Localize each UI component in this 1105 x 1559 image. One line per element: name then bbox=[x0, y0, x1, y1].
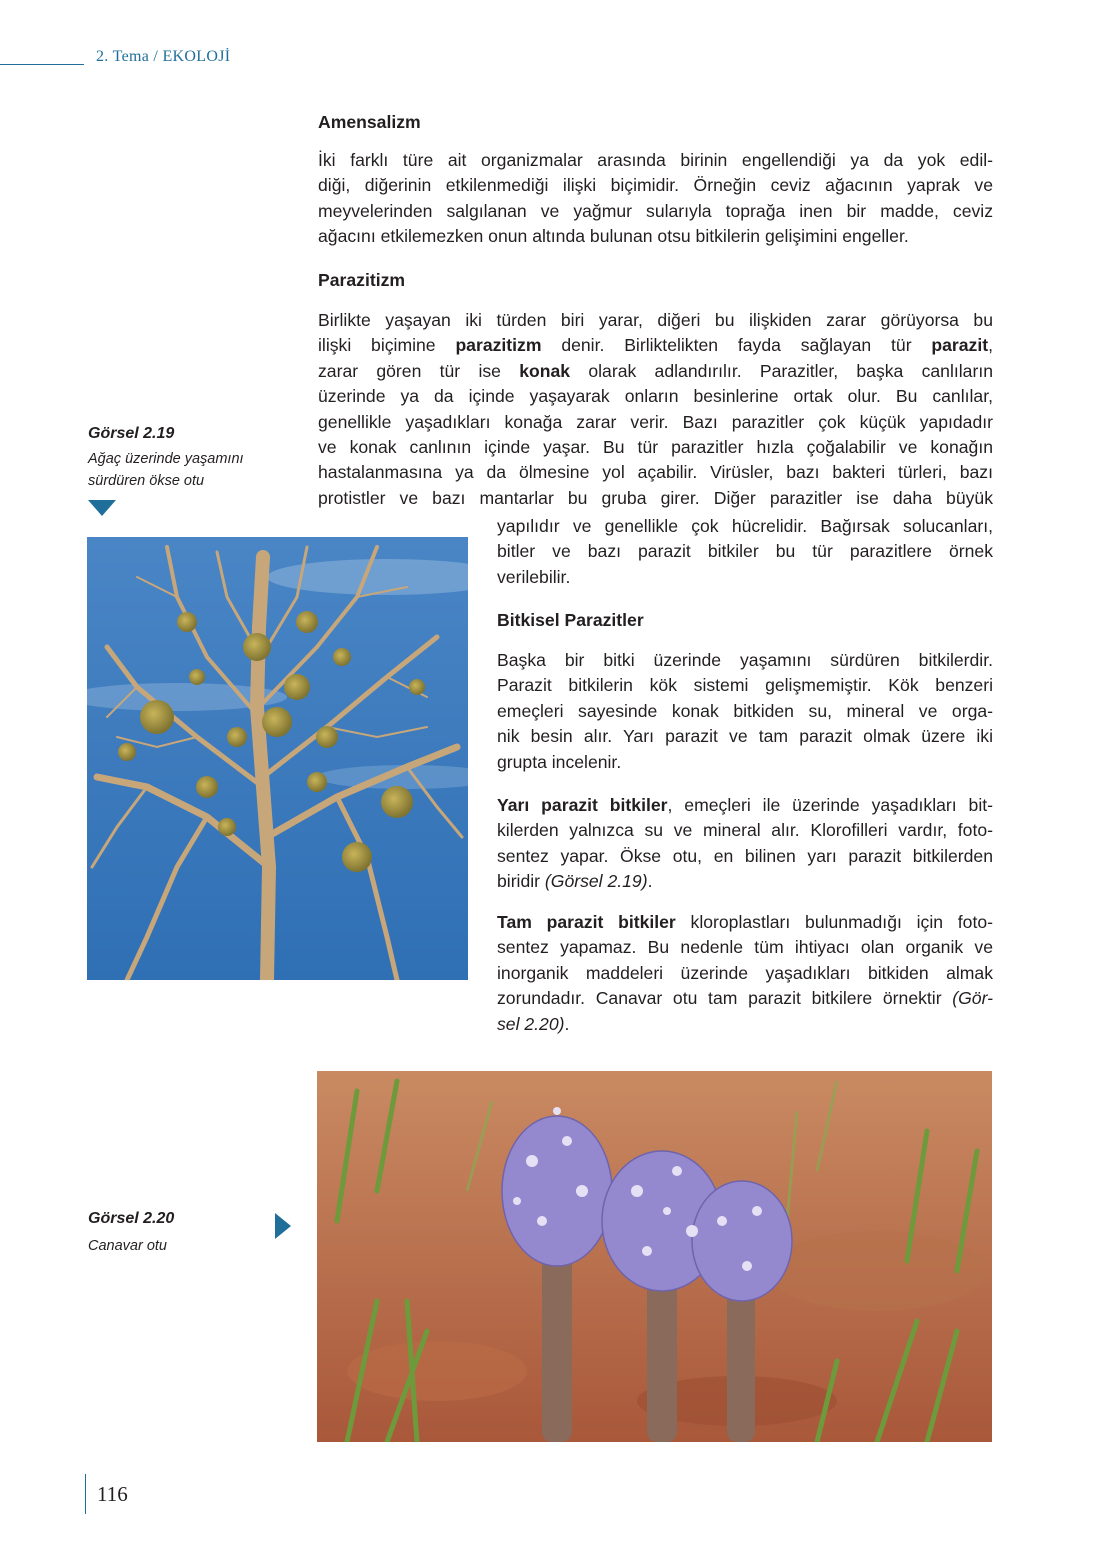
heading-amensalizm: Amensalizm bbox=[318, 112, 421, 132]
term-parazit: parazit bbox=[931, 335, 989, 356]
text-line: Yarı parazit bitkiler, emeçleri ile üzerinde yaşadıkları bit- bbox=[497, 795, 993, 815]
triangle-down-icon bbox=[88, 500, 116, 516]
text-line: meyvelerinden salgılanan ve yağmur sularıyla toprağa inen bir madde, ceviz bbox=[318, 200, 993, 221]
text-line: grupta incelenir. bbox=[497, 751, 622, 772]
tree-mistletoe-photo bbox=[87, 537, 468, 980]
text-line: sentez yapamaz. Bu nedenle tüm ihtiyacı olan organik ve bbox=[497, 937, 993, 958]
text-line: genellikle yaşadıkları konağa zarar verir. Bazı parazitler çok küçük yapıdadır bbox=[318, 411, 993, 432]
paragraph-parazitizm-cont bbox=[497, 514, 993, 590]
text-line: İki farklı türe ait organizmalar arasında birinin engellendiği ya da yok edil- bbox=[318, 150, 993, 170]
heading-parazitizm: Parazitizm bbox=[318, 270, 406, 290]
text-line: ilişki biçimine parazitizm denir. Birliktelikten fayda sağlayan tür parazit, bbox=[318, 335, 993, 356]
triangle-right-icon bbox=[275, 1213, 291, 1239]
figure-220-caption: Canavar otu bbox=[88, 1238, 167, 1254]
text-line: Birlikte yaşayan iki türden biri yarar, diğeri bu ilişkiden zarar görüyorsa bu bbox=[318, 310, 993, 330]
text-line: Tam parazit bitkiler kloroplastları bulunmadığı için foto- bbox=[497, 912, 993, 932]
text-line: zorundadır. Canavar otu tam parazit bitkilere örnektir (Gör- bbox=[497, 988, 993, 1009]
term-yari-parazit: Yarı parazit bitkiler bbox=[497, 795, 668, 815]
term-parazitizm: parazitizm bbox=[455, 335, 542, 356]
text-line: ve konak canlının içinde yaşar. Bu tür parazitler hızla çoğalabilir ve konağın bbox=[318, 436, 993, 457]
paragraph-parazitizm bbox=[318, 308, 993, 511]
text-line: emeçleri sayesinde konak bitkiden su, mineral ve orga- bbox=[497, 700, 993, 721]
heading-bitkisel-parazitler: Bitkisel Parazitler bbox=[497, 610, 644, 630]
figure-reference: (Görsel 2.19) bbox=[544, 871, 648, 892]
text-line: üzerinde ya da içinde yaşayarak onların besinlerine ortak olur. Bu canlılar, bbox=[318, 386, 993, 407]
text-line: protistler ve bazı mantarlar bu gruba girer. Diğer parazitler ise daha büyük bbox=[318, 487, 993, 508]
text-line: diği, diğerinin etkilenmediği ilişki biçimidir. Örneğin ceviz ağacının yaprak ve bbox=[318, 175, 993, 196]
text-line: nik besin alır. Yarı parazit ve tam parazit olmak üzere iki bbox=[497, 726, 993, 747]
paragraph-amensalizm bbox=[318, 148, 993, 250]
footer-rule bbox=[85, 1474, 86, 1514]
page-number: 116 bbox=[97, 1482, 128, 1506]
text-line: kilerden yalnızca su ve mineral alır. Klorofilleri vardır, foto- bbox=[497, 820, 993, 841]
paragraph-yari-parazit bbox=[497, 793, 993, 895]
text-line: bitler ve bazı parazit bitkiler bu tür parazitlere örnek bbox=[497, 541, 993, 562]
figure-220-title: Görsel 2.20 bbox=[88, 1210, 175, 1227]
text-line: ağacını etkilemezken onun altında bulunan otsu bitkilerin gelişimini engeller. bbox=[318, 226, 909, 247]
text-line: Başka bir bitki üzerinde yaşamını sürdüren bitkilerdir. bbox=[497, 650, 993, 670]
figure-219-title: Görsel 2.19 bbox=[88, 425, 175, 442]
text-line: verilebilir. bbox=[497, 566, 571, 587]
broomrape-photo bbox=[317, 1071, 992, 1442]
term-konak: konak bbox=[519, 360, 571, 381]
figure-219-caption: Ağaç üzerinde yaşamını sürdüren ökse otu bbox=[88, 451, 244, 489]
paragraph-bitkisel bbox=[497, 648, 993, 775]
paragraph-tam-parazit bbox=[497, 910, 993, 1037]
text-line: inorganik maddeleri üzerinde yaşadıkları bitkiden almak bbox=[497, 962, 993, 983]
header-rule bbox=[0, 64, 84, 65]
text-line: Parazit bitkilerin kök sistemi gelişmemiştir. Kök benzeri bbox=[497, 675, 993, 696]
text-line: zarar gören tür ise konak olarak adlandırılır. Parazitler, başka canlıların bbox=[318, 360, 993, 381]
text-line: biridir (Görsel 2.19). bbox=[497, 871, 653, 892]
term-tam-parazit: Tam parazit bitkiler bbox=[497, 912, 676, 932]
running-header: 2. Tema / EKOLOJİ bbox=[96, 48, 231, 65]
text-line: hastalanmasına ya da ölmesine yol açabilir. Virüsler, bazı bakteri türleri, bazı bbox=[318, 462, 993, 483]
text-line: yapılıdır ve genellikle çok hücrelidir. Bağırsak solucanları, bbox=[497, 516, 993, 536]
figure-reference: (Gör- bbox=[952, 988, 993, 1009]
figure-reference: sel 2.20) bbox=[497, 1013, 565, 1034]
text-line: sentez yapar. Ökse otu, en bilinen yarı parazit bitkilerden bbox=[497, 845, 993, 866]
text-line: sel 2.20). bbox=[497, 1013, 570, 1034]
